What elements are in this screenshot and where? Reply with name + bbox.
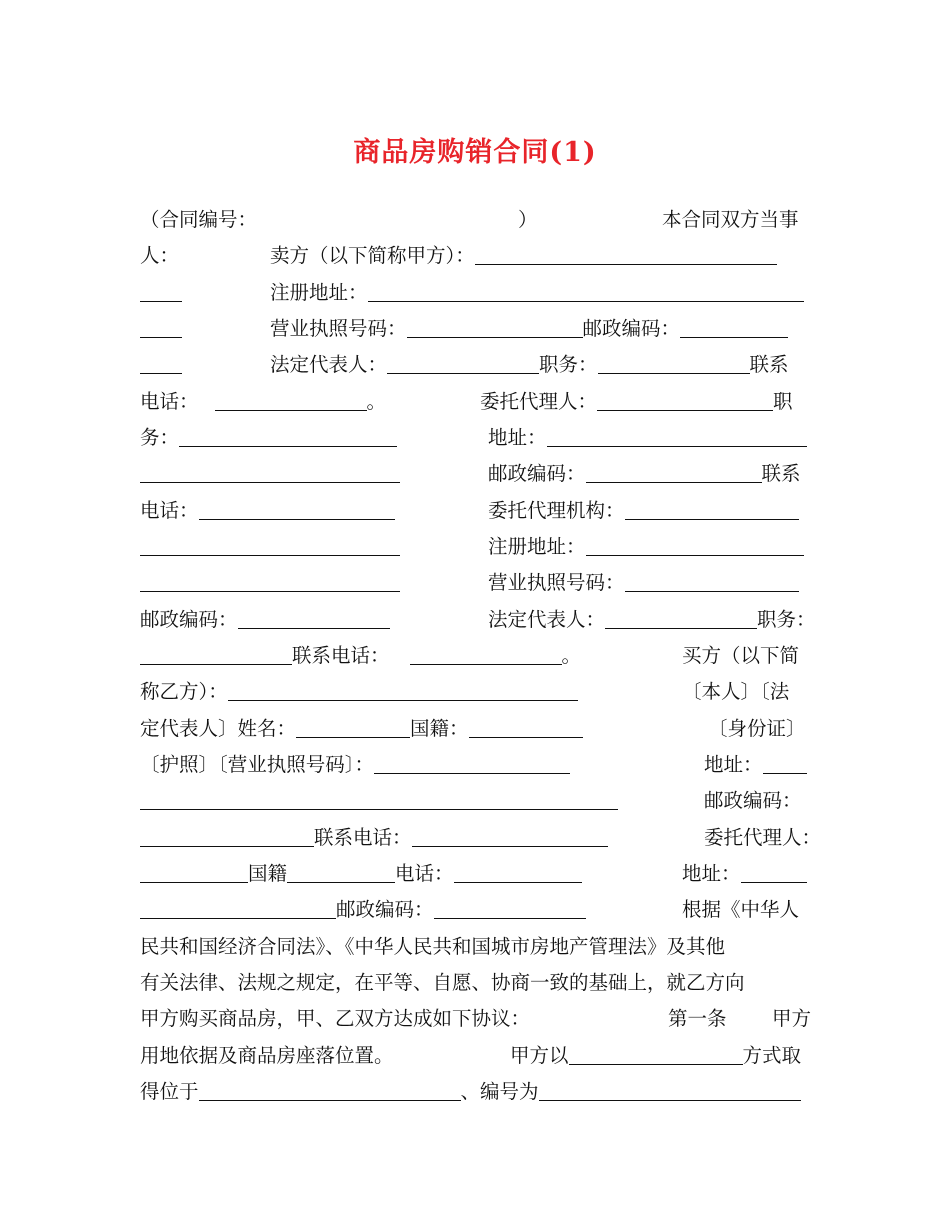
- buyer-name: [140, 680, 578, 704]
- buyer-id: [140, 753, 570, 777]
- preamble-start: 根据《中华人: [682, 898, 800, 921]
- agency-address-blank: [586, 536, 804, 556]
- seller-license: [270, 317, 788, 341]
- agency-rep-label: 法定代表人：: [488, 608, 606, 631]
- blank-line: [140, 789, 618, 813]
- seller-label-text: 卖方（以下简称甲方）：: [270, 244, 475, 267]
- blank-line: [140, 535, 400, 559]
- buyer-agent-address-blank-cont: [140, 899, 336, 919]
- land-number-label: 、编号为: [460, 1080, 539, 1103]
- agency-rep: [488, 608, 816, 632]
- agency-rep-title-blank: [140, 645, 292, 665]
- parties-intro: 本合同双方当事: [662, 208, 799, 231]
- preamble-line: 有关法律、法规之规定，在平等、自愿、协商一致的基础上，就乙方向: [140, 971, 745, 994]
- buyer-label: 称乙方）：: [140, 680, 228, 703]
- buyer-agent-nationality-label: 国籍: [248, 862, 288, 885]
- blank-underline: [140, 790, 618, 810]
- buyer-agent-phone-label: 电话：: [395, 862, 454, 885]
- buyer-agent-address: [682, 862, 807, 886]
- blank-underline: [140, 536, 400, 556]
- blank-underline: [140, 354, 182, 374]
- blank-line: [140, 462, 400, 486]
- buyer-agent-address-label: 地址：: [682, 862, 741, 885]
- blank-line: [140, 571, 400, 595]
- buyer-rep-name-label: 定代表人〕姓名：: [140, 717, 297, 740]
- preamble-line: 民共和国经济合同法》、《中华人民共和国城市房地产管理法》及其他: [140, 935, 726, 958]
- buyer-address: [704, 753, 807, 777]
- land-location-blank: [199, 1081, 461, 1101]
- seller-address-label: 注册地址：: [270, 281, 368, 304]
- seller-rep-label: 法定代表人：: [270, 353, 388, 376]
- seller-postcode-blank: [680, 318, 788, 338]
- seller-agent-title-blank: [179, 427, 397, 447]
- seller-agency-label: 委托代理机构：: [488, 499, 625, 522]
- buyer-postcode-blank: [140, 827, 314, 847]
- blank-underline: [140, 572, 400, 592]
- buyer-agent-nationality-blank: [287, 863, 395, 883]
- blank-underline: [140, 463, 400, 483]
- agency-postcode-label: 邮政编码：: [140, 608, 238, 631]
- buyer-agent-label: 委托代理人：: [704, 826, 822, 849]
- seller-address-blank: [368, 282, 804, 302]
- buyer-rep-name-blank: [296, 718, 410, 738]
- blank-underline: [140, 318, 182, 338]
- land-acquisition-suffix: 方式取: [742, 1044, 802, 1067]
- seller-rep-title-label: 职务：: [539, 353, 598, 376]
- document-title: 商品房购销合同(1): [353, 137, 597, 168]
- article-one-subject: 用地依据及商品房座落位置。: [140, 1044, 394, 1067]
- land-acquisition: [510, 1044, 801, 1068]
- seller-rep: [270, 353, 789, 377]
- seller-agent-phone-label: 电话：: [140, 499, 199, 522]
- blank-line: [140, 281, 182, 305]
- seller-agent-label: 委托代理人：: [480, 390, 598, 413]
- seller-label: [270, 244, 777, 268]
- agency-license-label: 营业执照号码：: [488, 571, 625, 594]
- buyer-name-blank: [228, 681, 578, 701]
- article-one-heading: 第一条: [668, 1007, 727, 1030]
- seller-agent-blank: [597, 391, 773, 411]
- land-location-label: 得位于: [140, 1080, 199, 1103]
- buyer-id-label: 〔护照〕〔营业执照号码〕：: [140, 753, 375, 776]
- agency-license-blank: [625, 572, 799, 592]
- agency-contact-label: 联系电话：: [292, 644, 390, 667]
- seller-agent-postcode-blank: [586, 463, 762, 483]
- seller-agent-phone: [140, 499, 395, 523]
- buyer-agent-postcode: [140, 898, 586, 922]
- buyer-contact-blank: [412, 827, 608, 847]
- buyer-address-label: 地址：: [704, 753, 763, 776]
- buyer-rep-name: [140, 717, 583, 741]
- buyer-contact: [140, 826, 608, 850]
- buyer-address-blank: [763, 754, 807, 774]
- buyer-contact-label: 联系电话：: [314, 826, 412, 849]
- seller-agent-postcode-label: 邮政编码：: [488, 462, 586, 485]
- buyer-agent-blank: [140, 863, 248, 883]
- buyer-agent-postcode-blank: [434, 899, 586, 919]
- seller-rep-blank: [387, 354, 539, 374]
- parties-intro-cont: 人：: [140, 244, 180, 267]
- land-number-blank: [539, 1081, 801, 1101]
- seller-agent-address-label: 地址：: [488, 426, 547, 449]
- seller-agent-postcode: [488, 462, 801, 486]
- seller-name-blank: [475, 245, 777, 265]
- buyer-agent-details: [140, 862, 582, 886]
- period: 。: [561, 644, 582, 667]
- land-acquisition-blank: [569, 1045, 743, 1065]
- seller-agent-contact-label: 联系: [761, 462, 801, 485]
- buyer-nationality-label: 国籍：: [410, 717, 469, 740]
- seller-agent-title-label: 职: [773, 390, 793, 413]
- seller-license-blank: [407, 318, 583, 338]
- period: 。: [366, 390, 387, 413]
- seller-contact-label: 联系: [749, 353, 789, 376]
- buyer-nationality-blank: [469, 718, 583, 738]
- buyer-id-blank: [374, 754, 570, 774]
- seller-rep-title-blank: [598, 354, 750, 374]
- agency-address: [488, 535, 804, 559]
- seller-agent-title-label-cont: 务：: [140, 426, 180, 449]
- agency-postcode: [140, 608, 390, 632]
- seller-agency-blank: [625, 500, 799, 520]
- blank-line: [140, 317, 182, 341]
- agency-rep-title-label: 职务：: [757, 608, 816, 631]
- buyer-agent-phone-blank: [454, 863, 582, 883]
- blank-line: [140, 353, 182, 377]
- buyer-agent-address-blank: [741, 863, 807, 883]
- article-one-text: 甲方: [772, 1007, 812, 1030]
- seller-phone-blank: [215, 391, 367, 411]
- buyer-postcode-label: 邮政编码：: [704, 789, 802, 812]
- seller-agent-address-blank: [547, 427, 807, 447]
- agency-license: [488, 571, 799, 595]
- seller-agent-title: [140, 426, 397, 450]
- agency-postcode-blank: [238, 609, 390, 629]
- seller-postcode-label: 邮政编码：: [582, 317, 681, 340]
- contract-number-label: （合同编号：: [140, 208, 258, 231]
- agency-address-label: 注册地址：: [488, 535, 586, 558]
- buyer-intro: 买方（以下简: [682, 644, 800, 667]
- contract-number-close: ）: [518, 208, 538, 231]
- id-card-option: 〔身份证〕: [708, 717, 806, 740]
- seller-phone-label: 电话：: [140, 390, 199, 413]
- seller-phone: [140, 390, 386, 414]
- agency-contact-blank: [410, 645, 562, 665]
- seller-address: [270, 281, 804, 305]
- agency-rep-blank: [605, 609, 757, 629]
- seller-agent-phone-blank: [199, 500, 395, 520]
- agency-contact: [140, 644, 581, 668]
- blank-underline: [140, 282, 182, 302]
- seller-license-label: 营业执照号码：: [270, 317, 407, 340]
- land-location: [140, 1080, 801, 1104]
- buyer-agent-postcode-label: 邮政编码：: [336, 898, 434, 921]
- buyer-type-options: 〔本人〕〔法: [682, 680, 790, 703]
- seller-agent-address: [488, 426, 807, 450]
- preamble-end: 甲方购买商品房，甲、乙双方达成如下协议：: [140, 1007, 531, 1030]
- seller-agency: [488, 499, 799, 523]
- seller-agent: [480, 390, 793, 414]
- land-acquisition-label: 甲方以: [510, 1044, 569, 1067]
